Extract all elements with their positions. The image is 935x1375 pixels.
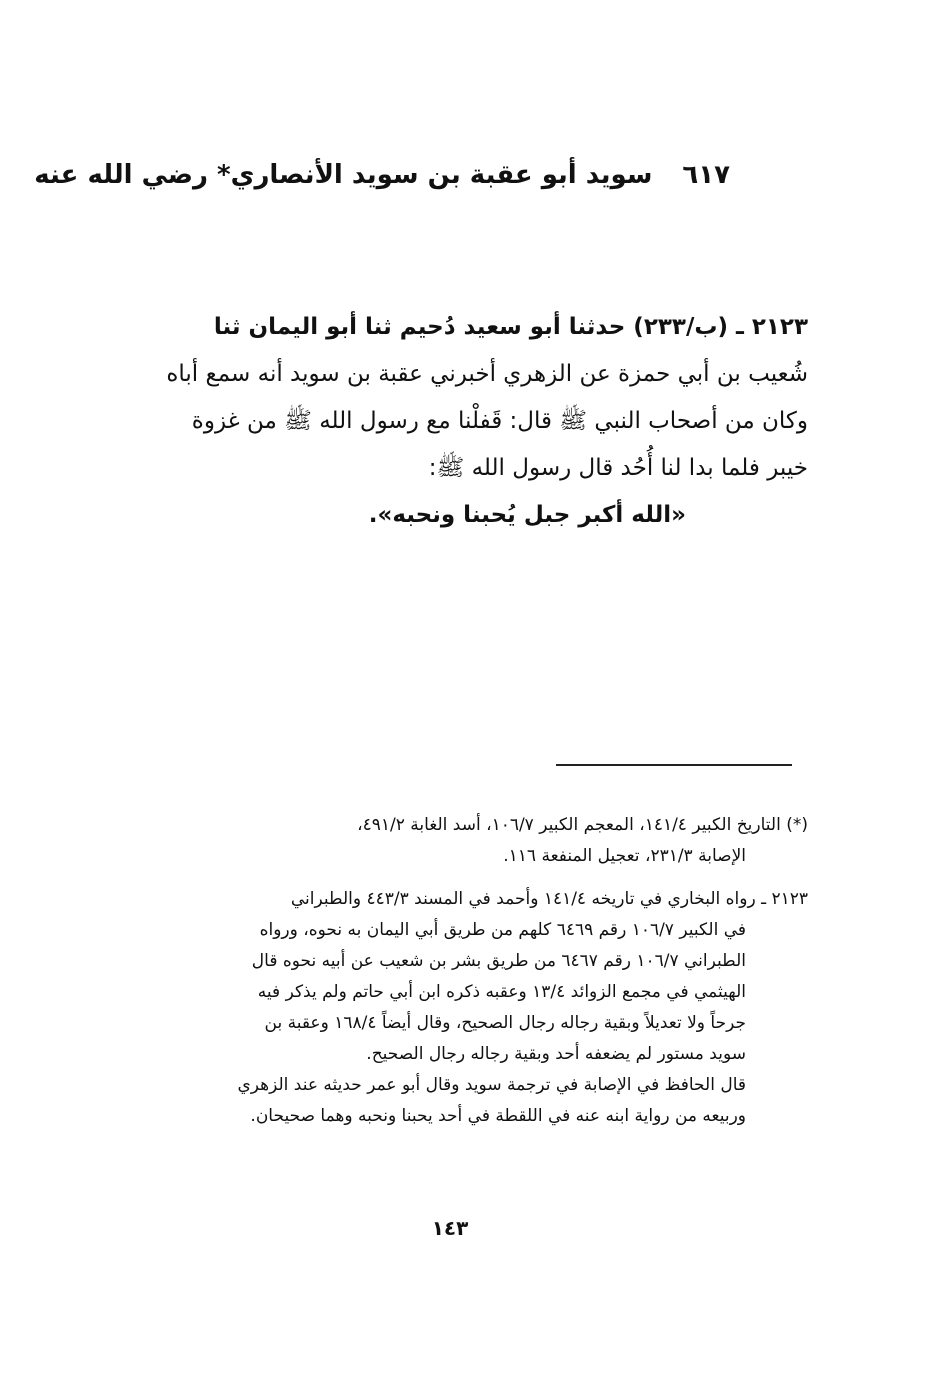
hadith-line: ٢١٢٣ ـ (ب/٢٣٣) حدثنا أبو سعيد دُحيم ثنا أبو اليمان ثنا [213, 314, 808, 340]
takhrij-line: جرحاً ولا تعديلاً وبقية رجاله رجال الصحيح، وقال أيضاً ١٦٨/٤ وعقبة بن [264, 1013, 746, 1033]
chapter-number: ٦١٧ [682, 160, 730, 190]
takhrij-line: قال الحافظ في الإصابة في ترجمة سويد وقال أبو عمر حديثه عند الزهري [237, 1075, 746, 1095]
footnote-gap [118, 872, 808, 884]
takhrij-line: وربيعه من رواية ابنه عنه في اللقطة في أحد يحبنا ونحبه وهما صحيحان. [250, 1106, 746, 1126]
page-number: ١٤٣ [431, 1216, 469, 1240]
footnotes [118, 810, 808, 1132]
hadith-text [118, 304, 808, 539]
source-note-line: (*) التاريخ الكبير ١٤١/٤، المعجم الكبير ١٠٦/٧، أسد الغابة ٤٩١/٢، [357, 815, 808, 835]
hadith-line: وكان من أصحاب النبي ﷺ قال: قَفلْنا مع رسول الله ﷺ من غزوة [191, 408, 808, 434]
takhrij-line: في الكبير ١٠٦/٧ رقم ٦٤٦٩ كلهم من طريق أبي اليمان به نحوه، ورواه [259, 920, 746, 940]
chapter-heading [34, 160, 730, 190]
takhrij-line: الطبراني ١٠٦/٧ رقم ٦٤٦٧ من طريق بشر بن شعيب عن أبيه نحوه قال [251, 951, 746, 971]
hadith-line: شُعيب بن أبي حمزة عن الزهري أخبرني عقبة بن سويد أنه سمع أباه [166, 361, 808, 387]
takhrij-line: ٢١٢٣ ـ رواه البخاري في تاريخه ١٤١/٤ وأحمد في المسند ٤٤٣/٣ والطبراني [290, 889, 808, 909]
takhrij-line: الهيثمي في مجمع الزوائد ١٣/٤ وعقبه ذكره ابن أبي حاتم ولم يذكر فيه [257, 982, 746, 1002]
footnote-divider [556, 764, 792, 766]
chapter-title: سويد أبو عقبة بن سويد الأنصاري* رضي الله عنه [34, 160, 653, 190]
hadith-quote: «الله أكبر جبل يُحبنا ونحبه». [368, 502, 686, 528]
source-note-line: الإصابة ٢٣١/٣، تعجيل المنفعة ١١٦. [503, 846, 746, 866]
hadith-line: خيبر فلما بدا لنا أُحُد قال رسول الله ﷺ: [428, 455, 808, 481]
takhrij-line: سويد مستور لم يضعفه أحد وبقية رجاله رجال الصحيح. [366, 1044, 746, 1064]
